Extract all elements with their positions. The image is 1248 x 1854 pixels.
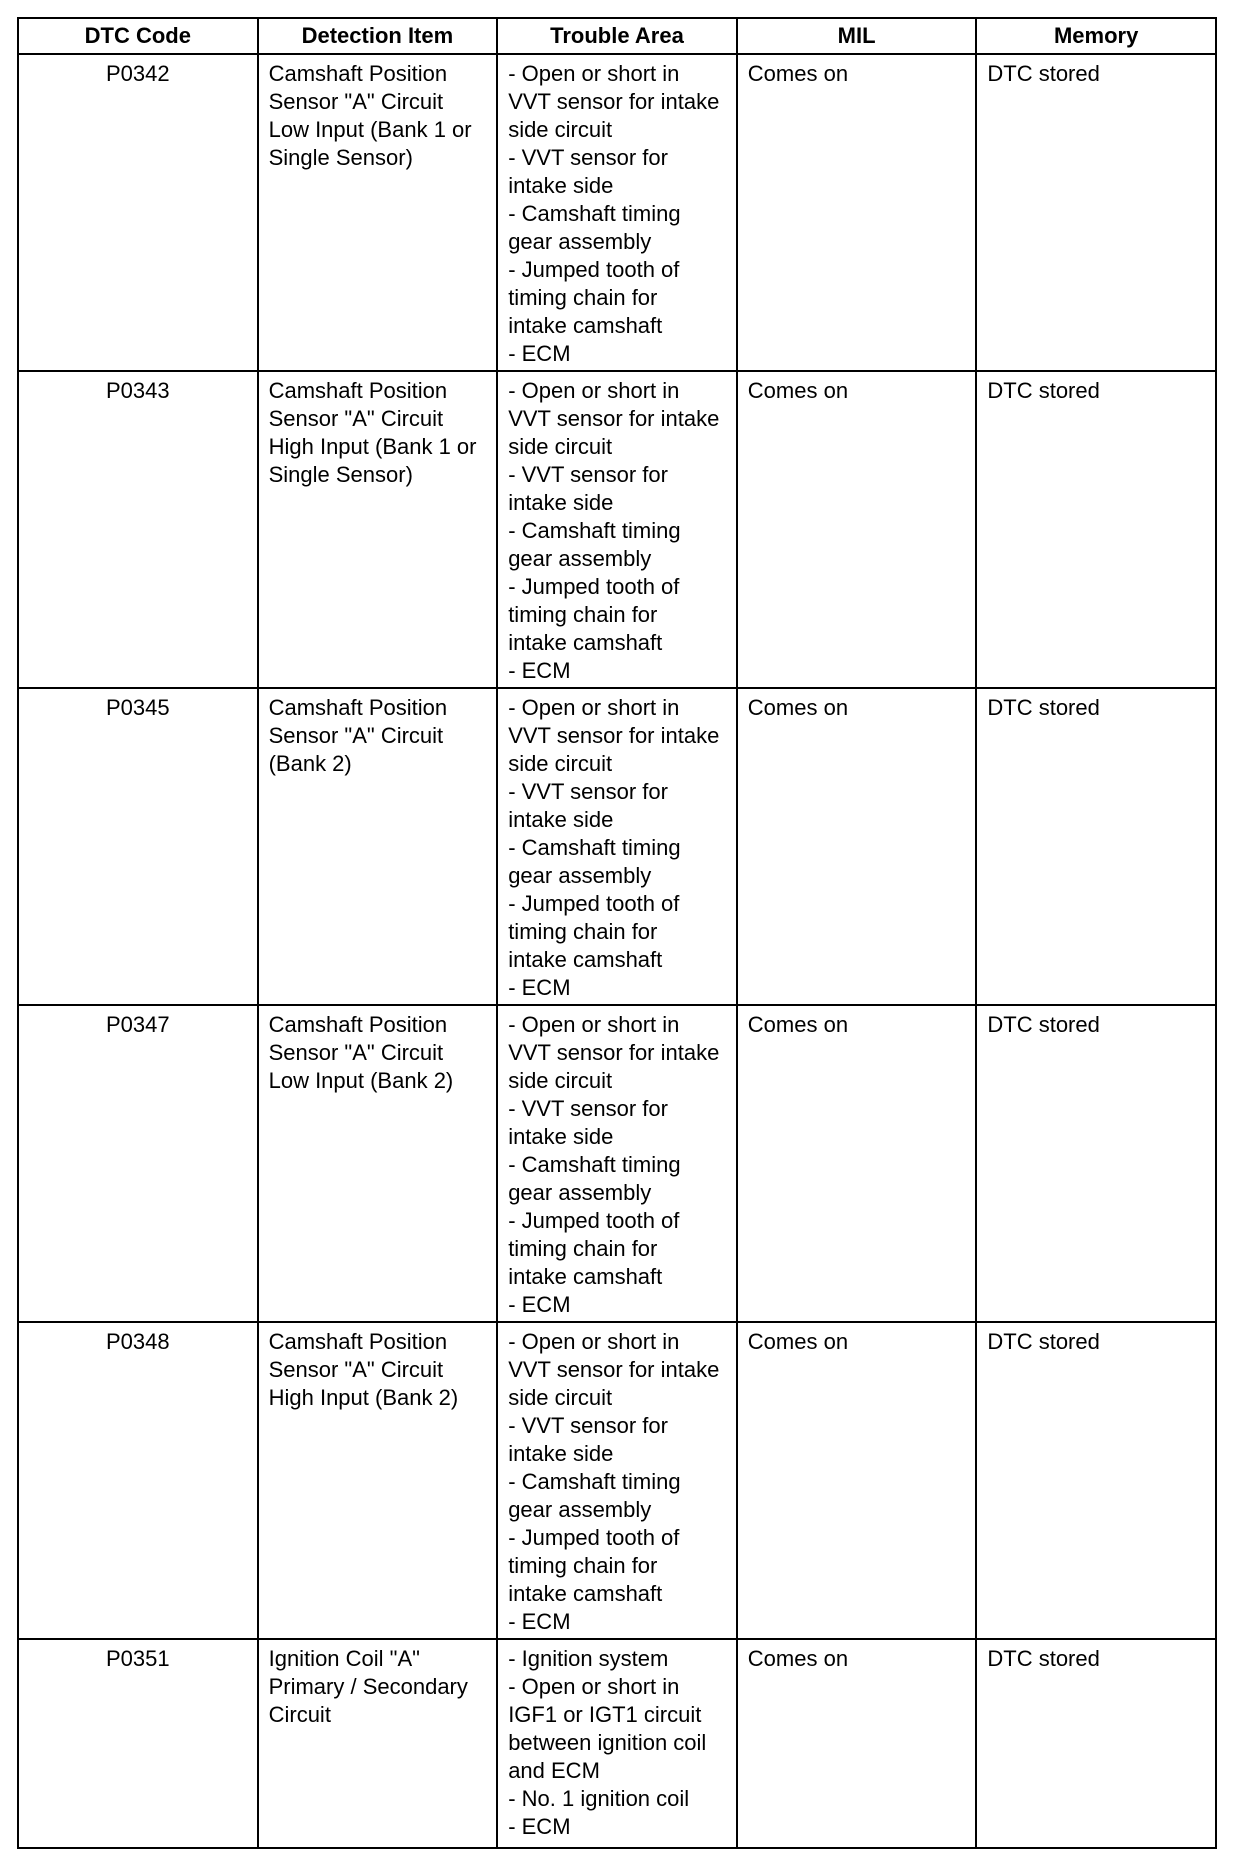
detection-item-cell [258, 371, 498, 688]
trouble-area-line: - Camshaft timing [508, 835, 681, 860]
trouble-area-line: - Camshaft timing [508, 518, 681, 543]
trouble-area-line: intake side [508, 1124, 614, 1149]
table-body [18, 54, 1216, 1848]
table-row [18, 688, 1216, 1005]
trouble-area-line: - Open or short in [508, 378, 680, 403]
trouble-area-cell [497, 1639, 737, 1848]
mil-cell: Comes on [737, 54, 977, 371]
trouble-area-cell [497, 1005, 737, 1322]
trouble-area-line: - ECM [508, 341, 571, 366]
trouble-area-line: intake camshaft [508, 947, 663, 972]
trouble-area-line: IGF1 or IGT1 circuit [508, 1702, 702, 1727]
trouble-area-cell [497, 54, 737, 371]
header-trouble-area: Trouble Area [497, 18, 737, 54]
trouble-area-line: - VVT sensor for [508, 145, 668, 170]
header-memory: Memory [976, 18, 1216, 54]
header-mil: MIL [737, 18, 977, 54]
detection-item-cell [258, 1005, 498, 1322]
dtc-table [17, 17, 1217, 1849]
detection-item-line: Ignition Coil "A" [268, 1646, 420, 1671]
detection-item-line: Camshaft Position [268, 695, 448, 720]
memory-cell: DTC stored [976, 371, 1216, 688]
trouble-area-line: VVT sensor for intake [508, 1040, 720, 1065]
mil-cell: Comes on [737, 688, 977, 1005]
trouble-area-line: side circuit [508, 117, 613, 142]
trouble-area-cell [497, 688, 737, 1005]
trouble-area-line: VVT sensor for intake [508, 89, 720, 114]
detection-item-cell [258, 688, 498, 1005]
header-detection-item: Detection Item [258, 18, 498, 54]
trouble-area-line: - VVT sensor for [508, 779, 668, 804]
trouble-area-line: intake camshaft [508, 1264, 663, 1289]
memory-cell: DTC stored [976, 54, 1216, 371]
trouble-area-line: timing chain for [508, 919, 658, 944]
trouble-area-line: timing chain for [508, 1236, 658, 1261]
trouble-area-line: intake camshaft [508, 630, 663, 655]
dtc-code-cell: P0348 [18, 1322, 258, 1639]
trouble-area-line: - Open or short in [508, 695, 680, 720]
detection-item-cell [258, 1639, 498, 1848]
trouble-area-line: VVT sensor for intake [508, 406, 720, 431]
mil-cell: Comes on [737, 371, 977, 688]
memory-cell: DTC stored [976, 688, 1216, 1005]
trouble-area-line: - ECM [508, 975, 571, 1000]
dtc-code-cell: P0342 [18, 54, 258, 371]
trouble-area-line: - Jumped tooth of [508, 1208, 680, 1233]
trouble-area-line: - Camshaft timing [508, 1152, 681, 1177]
header-row [18, 18, 1216, 54]
mil-cell: Comes on [737, 1639, 977, 1848]
table-header [18, 18, 1216, 54]
trouble-area-line: gear assembly [508, 229, 652, 254]
trouble-area-line: intake camshaft [508, 1581, 663, 1606]
table-row [18, 1639, 1216, 1848]
trouble-area-line: intake side [508, 490, 614, 515]
trouble-area-line: VVT sensor for intake [508, 1357, 720, 1382]
memory-cell: DTC stored [976, 1005, 1216, 1322]
trouble-area-line: VVT sensor for intake [508, 723, 720, 748]
table-row [18, 54, 1216, 371]
trouble-area-line: gear assembly [508, 546, 652, 571]
detection-item-cell [258, 54, 498, 371]
trouble-area-line: intake camshaft [508, 313, 663, 338]
detection-item-line: High Input (Bank 1 or [268, 434, 477, 459]
trouble-area-line: - Camshaft timing [508, 201, 681, 226]
trouble-area-line: side circuit [508, 1385, 613, 1410]
trouble-area-line: gear assembly [508, 1497, 652, 1522]
table-row [18, 1005, 1216, 1322]
detection-item-line: Circuit [268, 1702, 331, 1727]
detection-item-line: Camshaft Position [268, 1012, 448, 1037]
dtc-code-cell: P0351 [18, 1639, 258, 1848]
trouble-area-line: - Camshaft timing [508, 1469, 681, 1494]
dtc-code-cell: P0343 [18, 371, 258, 688]
detection-item-line: Camshaft Position [268, 378, 448, 403]
memory-cell: DTC stored [976, 1639, 1216, 1848]
detection-item-line: Sensor "A" Circuit [268, 1040, 444, 1065]
detection-item-line: Sensor "A" Circuit [268, 1357, 444, 1382]
detection-item-cell [258, 1322, 498, 1639]
trouble-area-line: - Jumped tooth of [508, 1525, 680, 1550]
trouble-area-line: - Open or short in [508, 1329, 680, 1354]
detection-item-line: High Input (Bank 2) [268, 1385, 459, 1410]
trouble-area-line: - No. 1 ignition coil [508, 1786, 690, 1811]
detection-item-line: Primary / Secondary [268, 1674, 468, 1699]
trouble-area-cell [497, 371, 737, 688]
trouble-area-line: and ECM [508, 1758, 600, 1783]
trouble-area-line: - Jumped tooth of [508, 574, 680, 599]
mil-cell: Comes on [737, 1322, 977, 1639]
detection-item-line: Camshaft Position [268, 1329, 448, 1354]
trouble-area-line: - Jumped tooth of [508, 257, 680, 282]
trouble-area-line: - Open or short in [508, 1674, 680, 1699]
trouble-area-line: - Jumped tooth of [508, 891, 680, 916]
detection-item-line: Sensor "A" Circuit [268, 89, 444, 114]
detection-item-line: Sensor "A" Circuit [268, 406, 444, 431]
trouble-area-line: side circuit [508, 1068, 613, 1093]
trouble-area-line: timing chain for [508, 285, 658, 310]
trouble-area-line: between ignition coil [508, 1730, 707, 1755]
header-dtc-code: DTC Code [18, 18, 258, 54]
dtc-code-cell: P0347 [18, 1005, 258, 1322]
table-row [18, 1322, 1216, 1639]
detection-item-line: Single Sensor) [268, 145, 413, 170]
trouble-area-line: intake side [508, 807, 614, 832]
detection-item-line: Single Sensor) [268, 462, 413, 487]
table-row [18, 371, 1216, 688]
trouble-area-line: timing chain for [508, 602, 658, 627]
detection-item-line: Sensor "A" Circuit [268, 723, 444, 748]
trouble-area-line: - ECM [508, 1814, 571, 1839]
trouble-area-line: - ECM [508, 1292, 571, 1317]
trouble-area-line: side circuit [508, 751, 613, 776]
trouble-area-line: - Open or short in [508, 61, 680, 86]
trouble-area-line: timing chain for [508, 1553, 658, 1578]
trouble-area-line: - ECM [508, 658, 571, 683]
trouble-area-line: - Ignition system [508, 1646, 669, 1671]
memory-cell: DTC stored [976, 1322, 1216, 1639]
trouble-area-line: intake side [508, 173, 614, 198]
trouble-area-line: gear assembly [508, 1180, 652, 1205]
detection-item-line: Low Input (Bank 1 or [268, 117, 472, 142]
trouble-area-line: intake side [508, 1441, 614, 1466]
trouble-area-line: - Open or short in [508, 1012, 680, 1037]
dtc-code-cell: P0345 [18, 688, 258, 1005]
trouble-area-line: - VVT sensor for [508, 1096, 668, 1121]
detection-item-line: (Bank 2) [268, 751, 352, 776]
trouble-area-line: side circuit [508, 434, 613, 459]
mil-cell: Comes on [737, 1005, 977, 1322]
trouble-area-line: - ECM [508, 1609, 571, 1634]
trouble-area-line: gear assembly [508, 863, 652, 888]
trouble-area-cell [497, 1322, 737, 1639]
detection-item-line: Low Input (Bank 2) [268, 1068, 454, 1093]
trouble-area-line: - VVT sensor for [508, 462, 668, 487]
detection-item-line: Camshaft Position [268, 61, 448, 86]
trouble-area-line: - VVT sensor for [508, 1413, 668, 1438]
